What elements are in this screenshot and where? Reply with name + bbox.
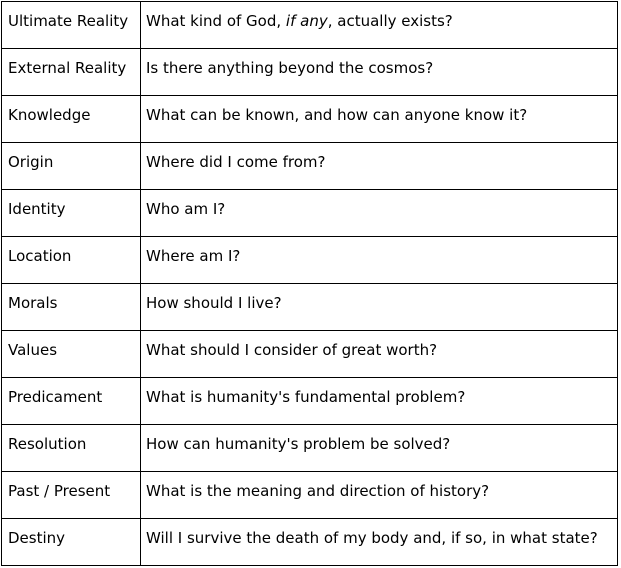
table-row	[2, 49, 618, 96]
topic-cell: Ultimate Reality	[2, 2, 141, 49]
question-cell: Where am I?	[141, 237, 618, 284]
question-cell: What should I consider of great worth?	[141, 331, 618, 378]
topic-cell: Predicament	[2, 378, 141, 425]
question-cell: Where did I come from?	[141, 143, 618, 190]
table-row	[2, 378, 618, 425]
worldview-questions-table	[1, 1, 618, 566]
question-text: What kind of God,	[146, 12, 286, 30]
question-cell: What can be known, and how can anyone know it?	[141, 96, 618, 143]
table-row	[2, 331, 618, 378]
question-cell: Who am I?	[141, 190, 618, 237]
question-cell: How should I live?	[141, 284, 618, 331]
topic-cell: Identity	[2, 190, 141, 237]
table-row	[2, 472, 618, 519]
question-cell: How can humanity's problem be solved?	[141, 425, 618, 472]
table-row	[2, 143, 618, 190]
table-row	[2, 190, 618, 237]
question-cell: Will I survive the death of my body and, if so, in what state?	[141, 519, 618, 566]
topic-cell: Location	[2, 237, 141, 284]
question-cell: What is humanity's fundamental problem?	[141, 378, 618, 425]
question-cell: What is the meaning and direction of history?	[141, 472, 618, 519]
topic-cell: Morals	[2, 284, 141, 331]
topic-cell: External Reality	[2, 49, 141, 96]
topic-cell: Resolution	[2, 425, 141, 472]
table-row	[2, 2, 618, 49]
table-row	[2, 284, 618, 331]
question-cell: Is there anything beyond the cosmos?	[141, 49, 618, 96]
question-cell	[141, 2, 618, 49]
question-emphasis: if any	[285, 12, 328, 30]
topic-cell: Origin	[2, 143, 141, 190]
topic-cell: Past / Present	[2, 472, 141, 519]
question-text: , actually exists?	[327, 12, 453, 30]
table-row	[2, 237, 618, 284]
topic-cell: Values	[2, 331, 141, 378]
table-row	[2, 519, 618, 566]
topic-cell: Destiny	[2, 519, 141, 566]
topic-cell: Knowledge	[2, 96, 141, 143]
table-row	[2, 425, 618, 472]
table-row	[2, 96, 618, 143]
